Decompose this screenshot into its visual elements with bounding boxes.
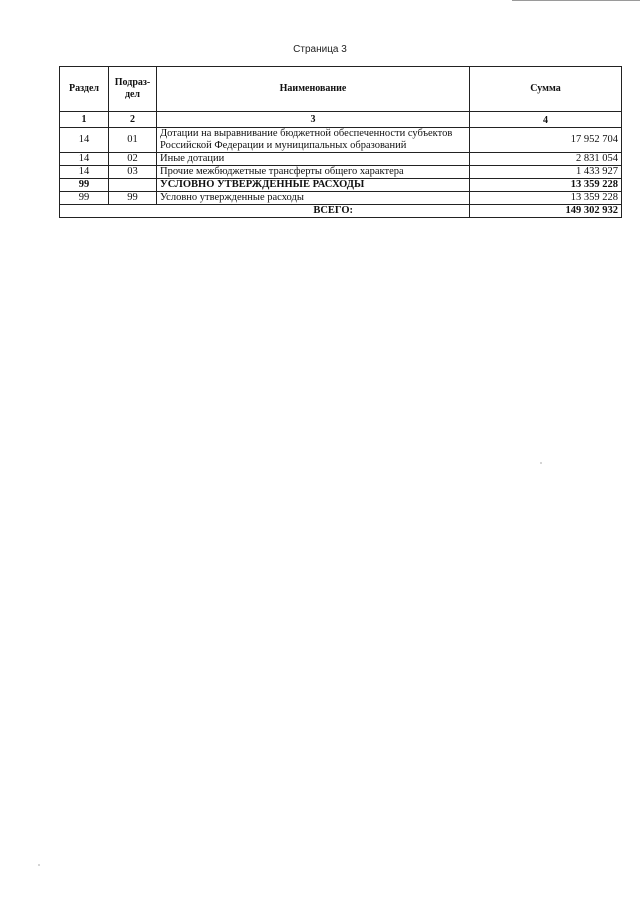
table-row (60, 128, 622, 153)
page-title: Страница 3 (293, 44, 347, 55)
total-label: ВСЕГО: (60, 205, 470, 218)
row-razdel: 14 (60, 153, 109, 166)
row-sum: 1 433 927 (470, 166, 622, 179)
row-razdel: 99 (60, 192, 109, 205)
row-razdel: 14 (60, 128, 109, 153)
row-name: Условно утвержденные расходы (157, 192, 470, 205)
header-name: Наименование (157, 67, 470, 112)
row-podrazdel: 01 (109, 128, 157, 153)
column-number-2: 2 (109, 112, 157, 128)
row-name: Дотации на выравнивание бюджетной обеспеченности субъектов Российской Федерации и муниципальных образований (157, 128, 470, 153)
column-number-3: 3 (157, 112, 470, 128)
header-razdel: Раздел (60, 67, 109, 112)
row-sum: 17 952 704 (470, 128, 622, 153)
table-row (60, 166, 622, 179)
scan-speck (540, 462, 542, 464)
header-podrazdel: Подраз-дел (109, 67, 157, 112)
column-number-1: 1 (60, 112, 109, 128)
row-name: Иные дотации (157, 153, 470, 166)
scan-edge-line (512, 0, 640, 1)
column-number-row (60, 112, 622, 128)
row-name: Прочие межбюджетные трансферты общего характера (157, 166, 470, 179)
table-row (60, 192, 622, 205)
header-sum: Сумма (470, 67, 622, 112)
row-podrazdel: 99 (109, 192, 157, 205)
row-podrazdel: 02 (109, 153, 157, 166)
row-podrazdel: 03 (109, 166, 157, 179)
row-razdel: 14 (60, 166, 109, 179)
table-row (60, 153, 622, 166)
table-header-row (60, 67, 622, 112)
column-number-4: 4 (470, 112, 622, 128)
budget-table (59, 66, 622, 218)
row-podrazdel (109, 179, 157, 192)
total-sum: 149 302 932 (470, 205, 622, 218)
table-row (60, 179, 622, 192)
row-sum: 13 359 228 (470, 179, 622, 192)
row-razdel: 99 (60, 179, 109, 192)
row-sum: 13 359 228 (470, 192, 622, 205)
row-sum: 2 831 054 (470, 153, 622, 166)
scan-speck (38, 864, 40, 866)
row-name: УСЛОВНО УТВЕРЖДЕННЫЕ РАСХОДЫ (157, 179, 470, 192)
total-row (60, 205, 622, 218)
